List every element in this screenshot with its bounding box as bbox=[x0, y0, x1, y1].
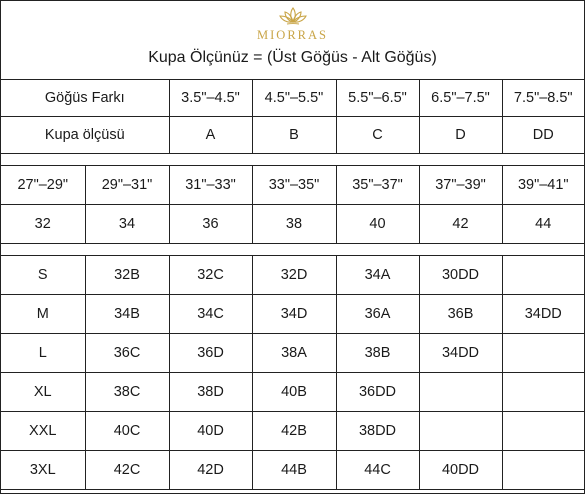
size-cell: 42D bbox=[169, 451, 252, 490]
size-cell: 38D bbox=[169, 373, 252, 412]
size-cell: 38DD bbox=[336, 412, 419, 451]
size-cell: 42B bbox=[252, 412, 336, 451]
size-cell: 44B bbox=[252, 451, 336, 490]
separator-row bbox=[1, 244, 584, 256]
table-row bbox=[1, 295, 584, 334]
size-cell: 34C bbox=[169, 295, 252, 334]
difference-cell: 7.5"–8.5" bbox=[502, 80, 584, 117]
size-cell bbox=[502, 256, 584, 295]
cup-cell: B bbox=[252, 117, 336, 154]
size-cell bbox=[419, 373, 502, 412]
table-row bbox=[1, 451, 584, 490]
size-label: XL bbox=[1, 373, 85, 412]
size-cell: 30DD bbox=[419, 256, 502, 295]
size-cell: 38A bbox=[252, 334, 336, 373]
size-cell bbox=[419, 412, 502, 451]
table-row bbox=[1, 412, 584, 451]
size-cell: 34A bbox=[336, 256, 419, 295]
size-label: 3XL bbox=[1, 451, 85, 490]
size-cell: 36DD bbox=[336, 373, 419, 412]
size-cell: 34DD bbox=[419, 334, 502, 373]
size-cell: 36B bbox=[419, 295, 502, 334]
size-cell: 36A bbox=[336, 295, 419, 334]
size-cell: 32C bbox=[169, 256, 252, 295]
size-cell: 38C bbox=[85, 373, 169, 412]
band-cell: 40 bbox=[336, 205, 419, 244]
table-row bbox=[1, 256, 584, 295]
brand-name: MIORRAS bbox=[257, 28, 328, 42]
table-row bbox=[1, 334, 584, 373]
band-range-cell: 33"–35" bbox=[252, 166, 336, 205]
separator-row bbox=[1, 154, 584, 166]
cup-cell: C bbox=[336, 117, 419, 154]
size-cell: 44C bbox=[336, 451, 419, 490]
band-range-cell: 35"–37" bbox=[336, 166, 419, 205]
chart-header bbox=[1, 1, 584, 80]
size-cell: 40C bbox=[85, 412, 169, 451]
size-cell bbox=[502, 373, 584, 412]
size-label: XXL bbox=[1, 412, 85, 451]
cup-difference-row bbox=[1, 80, 584, 117]
band-range-cell: 39"–41" bbox=[502, 166, 584, 205]
size-label: L bbox=[1, 334, 85, 373]
band-cell: 36 bbox=[169, 205, 252, 244]
size-cell: 38B bbox=[336, 334, 419, 373]
difference-label: Göğüs Farkı bbox=[1, 80, 169, 117]
size-table bbox=[1, 80, 584, 490]
cup-label: Kupa ölçüsü bbox=[1, 117, 169, 154]
size-cell: 32D bbox=[252, 256, 336, 295]
size-cell: 42C bbox=[85, 451, 169, 490]
band-cell: 32 bbox=[1, 205, 85, 244]
difference-cell: 5.5"–6.5" bbox=[336, 80, 419, 117]
size-label: S bbox=[1, 256, 85, 295]
band-cell: 42 bbox=[419, 205, 502, 244]
band-cell: 44 bbox=[502, 205, 584, 244]
brand-logo bbox=[1, 5, 584, 43]
difference-cell: 4.5"–5.5" bbox=[252, 80, 336, 117]
size-cell: 36C bbox=[85, 334, 169, 373]
size-cell: 32B bbox=[85, 256, 169, 295]
lotus-icon bbox=[278, 5, 308, 27]
band-cell: 38 bbox=[252, 205, 336, 244]
size-cell: 34D bbox=[252, 295, 336, 334]
size-cell: 40D bbox=[169, 412, 252, 451]
cup-cell: DD bbox=[502, 117, 584, 154]
band-size-row bbox=[1, 205, 584, 244]
size-cell: 36D bbox=[169, 334, 252, 373]
size-cell: 40B bbox=[252, 373, 336, 412]
band-range-cell: 37"–39" bbox=[419, 166, 502, 205]
band-cell: 34 bbox=[85, 205, 169, 244]
cup-cell: A bbox=[169, 117, 252, 154]
band-range-cell: 27"–29" bbox=[1, 166, 85, 205]
difference-cell: 3.5"–4.5" bbox=[169, 80, 252, 117]
separator bbox=[1, 244, 584, 256]
difference-cell: 6.5"–7.5" bbox=[419, 80, 502, 117]
size-cell: 34DD bbox=[502, 295, 584, 334]
band-range-cell: 29"–31" bbox=[85, 166, 169, 205]
band-range-cell: 31"–33" bbox=[169, 166, 252, 205]
size-cell: 40DD bbox=[419, 451, 502, 490]
size-cell bbox=[502, 412, 584, 451]
separator bbox=[1, 154, 584, 166]
size-cell: 34B bbox=[85, 295, 169, 334]
band-range-row bbox=[1, 166, 584, 205]
cup-size-row bbox=[1, 117, 584, 154]
table-row bbox=[1, 373, 584, 412]
size-cell bbox=[502, 334, 584, 373]
cup-formula: Kupa Ölçünüz = (Üst Göğüs - Alt Göğüs) bbox=[148, 49, 437, 66]
size-label: M bbox=[1, 295, 85, 334]
size-cell bbox=[502, 451, 584, 490]
cup-cell: D bbox=[419, 117, 502, 154]
